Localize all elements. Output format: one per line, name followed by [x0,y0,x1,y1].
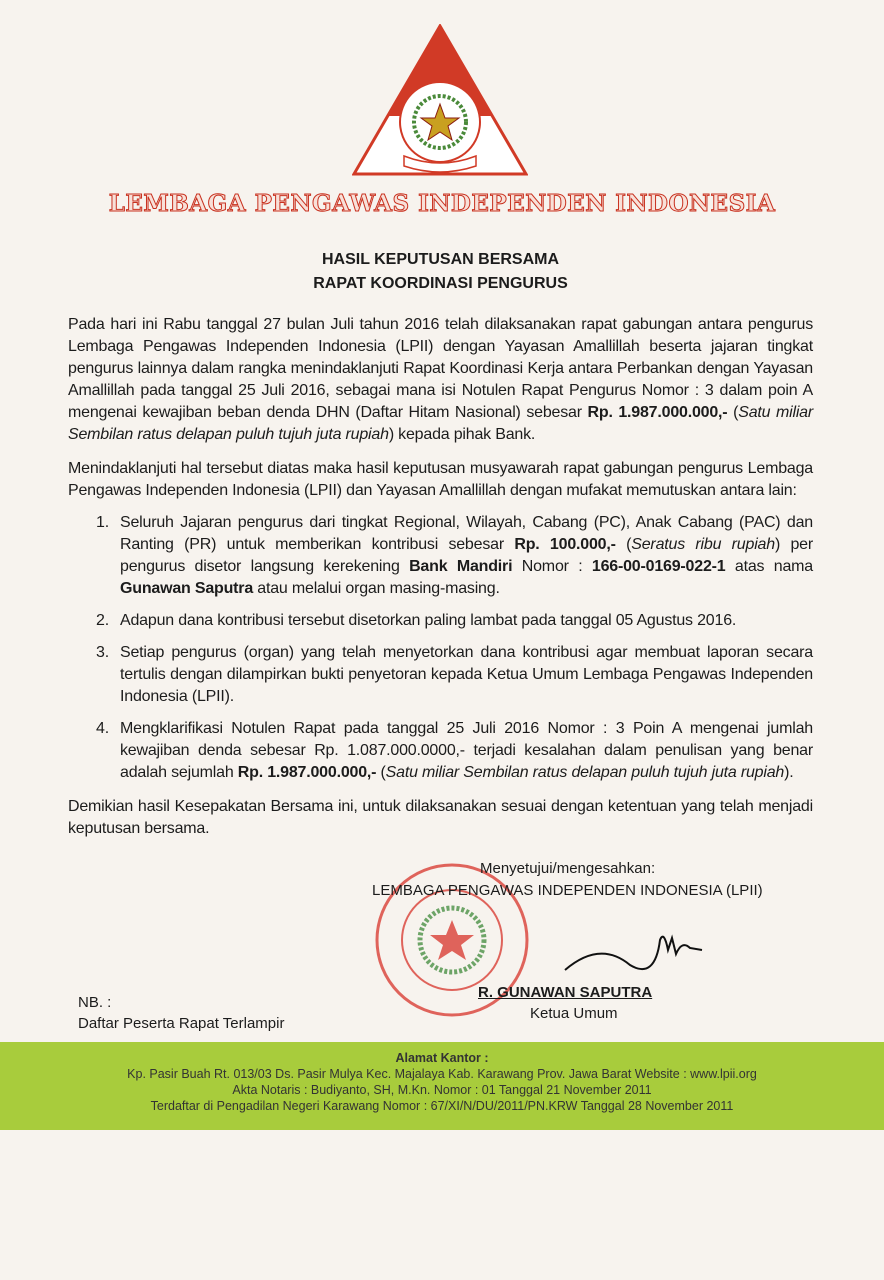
approving-organization: LEMBAGA PENGAWAS INDEPENDEN INDONESIA (LPII) [372,882,763,899]
organization-name: LEMBAGA PENGAWAS INDEPENDEN INDONESIA [108,190,776,217]
footer-registration: Terdaftar di Pengadilan Negeri Karawang Nomor : 67/XI/N/DU/2011/PN.KRW Tanggal 28 November 2011 [150,1099,734,1113]
signature-block [68,860,813,1038]
signatory-name: R. GUNAWAN SAPUTRA [478,984,653,1001]
document-title: HASIL KEPUTUSAN BERSAMA [321,251,560,268]
closing-paragraph: Demikian hasil Kesepakatan Bersama ini, untuk dilaksanakan sesuai dengan ketentuan yang telah menjadi keputusan bersama. [68,798,813,837]
office-address-footer [0,1042,884,1130]
list-item: 4. Mengklarifikasi Notulen Rapat pada tanggal 25 Juli 2016 Nomor : 3 Poin A mengenai jumlah kewajiban denda sebesar Rp. 1.087.000.0000,- terjadi kesalahan dalam penulisan yang benar adalah sejumlah Rp. 1.987.000.000,- (Satu miliar Sembilan ratus delapan puluh tujuh juta rupiah). [96,720,813,781]
approval-label: Menyetujui/mengesahkan: [480,860,656,877]
footer-heading: Alamat Kantor : [395,1051,489,1065]
handwritten-signature [560,920,710,980]
list-item: 2. Adapun dana kontribusi tersebut disetorkan paling lambat pada tanggal 05 Agustus 2016. [96,612,737,629]
note-label: NB. : [78,994,112,1011]
document-subtitle: RAPAT KOORDINASI PENGURUS [313,275,568,292]
footer-address: Kp. Pasir Buah Rt. 013/03 Ds. Pasir Mulya Kec. Majalaya Kab. Karawang Prov. Jawa Barat Website : www.lpii.org [127,1067,757,1081]
list-item: 3. Setiap pengurus (organ) yang telah menyetorkan dana kontribusi agar membuat laporan secara tertulis dengan dilampirkan bukti penyetoran kepada Ketua Umum Lembaga Pengawas Independen Indonesia (LPII). [96,644,813,705]
signatory-position: Ketua Umum [530,1005,618,1022]
opening-paragraph: Pada hari ini Rabu tanggal 27 bulan Juli tahun 2016 telah dilaksanakan rapat gabungan antara pengurus Lembaga Pengawas Independen Indonesia (LPII) dengan Yayasan Amallillah beserta jajaran tingkat pengurus lainnya dalam rangka menindaklanjuti Rapat Koordinasi Kerja antara Perbankan dengan Yayasan Amallillah pada tanggal 25 Juli 2016, sebagai mana isi Notulen Rapat Pengurus Nomor : 3 dalam poin A mengenai kewajiban beban denda DHN (Daftar Hitam Nasional) sebesar Rp. 1.987.000.000,- (Satu miliar Sembilan ratus delapan puluh tujuh juta rupiah) kepada pihak Bank. [68,316,814,443]
list-item: 1. Seluruh Jajaran pengurus dari tingkat Regional, Wilayah, Cabang (PC), Anak Cabang (PAC) dan Ranting (PR) untuk memberikan kontribusi sebesar Rp. 100.000,- (Seratus ribu rupiah) per pengurus disetor langsung kerekening Bank Mandiri Nomor : 166-00-0169-022-1 atas nama Gunawan Saputra atau melalui organ masing-masing. [96,514,813,597]
note-text: Daftar Peserta Rapat Terlampir [78,1015,285,1032]
decision-intro-paragraph: Menindaklanjuti hal tersebut diatas maka hasil keputusan musyawarah rapat gabungan pengurus Lembaga Pengawas Independen Indonesia (LPII) dan Yayasan Amallillah dengan mufakat memutuskan antara lain: [68,460,813,499]
letter-body [0,240,884,1038]
footer-notary: Akta Notaris : Budiyanto, SH, M.Kn. Nomor : 01 Tanggal 21 November 2011 [232,1083,652,1097]
letterhead [0,0,884,240]
lpii-logo [352,24,528,176]
